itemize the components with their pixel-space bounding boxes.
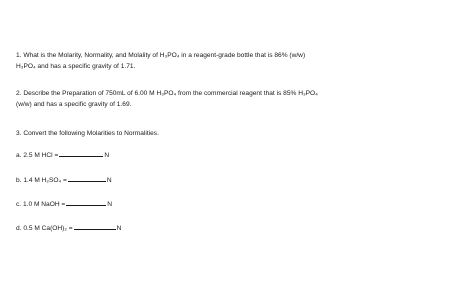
- question-3-line-1: 3. Convert the following Molarities to Normalities.: [16, 130, 159, 137]
- item-a: [16, 150, 109, 161]
- answer-blank-a[interactable]: [59, 150, 103, 157]
- question-2-line-2: (w/w) and has a specific gravity of 1.69.: [16, 101, 132, 108]
- item-b-unit: N: [106, 177, 112, 184]
- answer-blank-c[interactable]: [66, 199, 106, 206]
- answer-blank-b[interactable]: [68, 175, 106, 182]
- question-1-line-1: 1. What is the Molarity, Normality, and Molality of H₃PO₄ in a reagent-grade bottle that is 86% (w/w): [16, 52, 306, 59]
- item-c: [16, 199, 112, 210]
- item-b: [16, 175, 112, 186]
- question-2-line-1: 2. Describe the Preparation of 750mL of 6.00 M H₃PO₄ from the commercial reagent that is 85% H₃PO₄: [16, 90, 318, 97]
- question-1: [16, 50, 305, 72]
- item-d-unit: N: [116, 225, 122, 232]
- item-a-unit: N: [104, 152, 110, 159]
- answer-blank-d[interactable]: [74, 223, 116, 230]
- item-c-label: c. 1.0 M NaOH =: [16, 201, 66, 208]
- item-d: [16, 223, 121, 234]
- question-3: [16, 128, 159, 139]
- item-c-unit: N: [107, 201, 113, 208]
- question-2: [16, 88, 318, 110]
- item-a-label: a. 2.5 M HCl =: [16, 152, 59, 159]
- question-1-line-2: H₃PO₄ and has a specific gravity of 1.71.: [16, 63, 136, 70]
- item-d-label: d. 0.5 M Ca(OH)₂ =: [16, 225, 73, 232]
- item-b-label: b. 1.4 M H₂SO₄ =: [16, 177, 67, 184]
